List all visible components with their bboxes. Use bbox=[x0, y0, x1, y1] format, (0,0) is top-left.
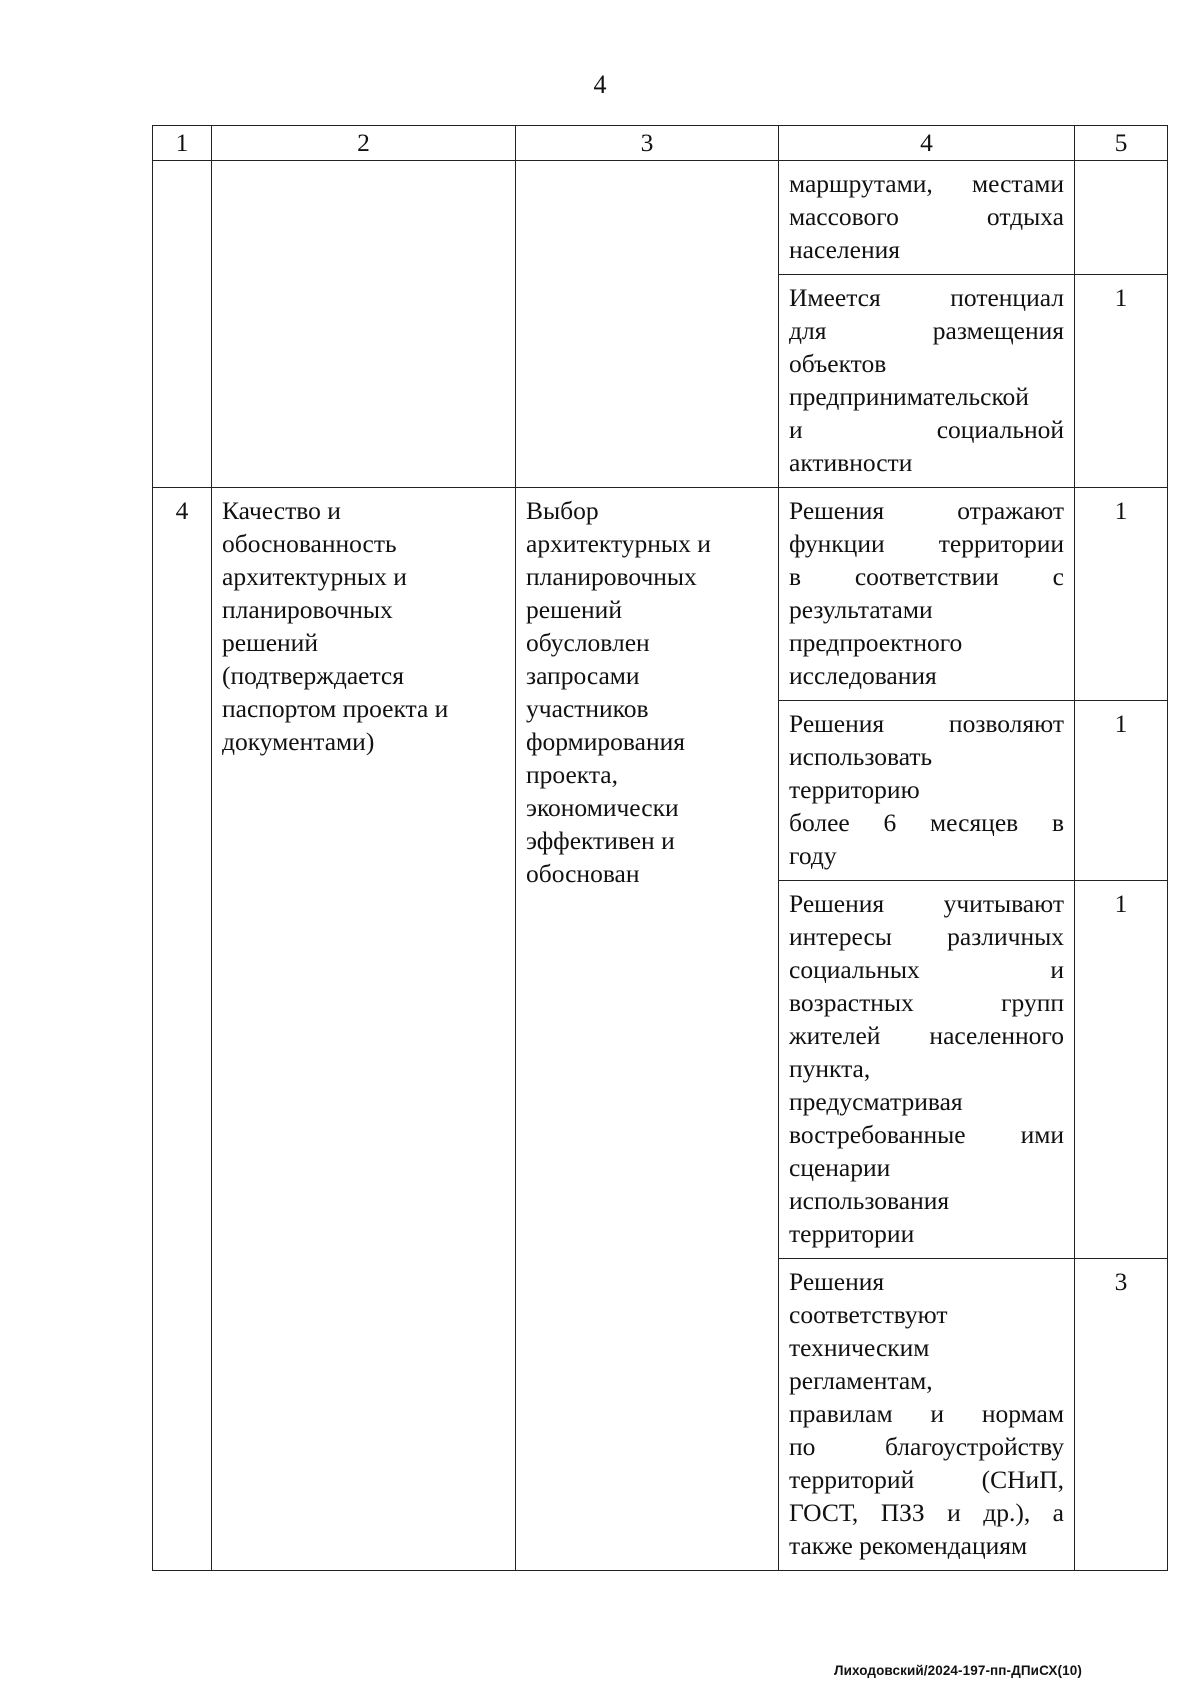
text-line: проекта, bbox=[526, 760, 618, 789]
text-line: территории bbox=[789, 1219, 915, 1248]
text-line: функции территории bbox=[789, 529, 1064, 558]
text-line: запросами bbox=[526, 661, 640, 690]
score-cell: 1 bbox=[1075, 275, 1168, 488]
subcriterion-cell bbox=[779, 881, 1075, 1259]
text-line: эффективен и bbox=[526, 826, 675, 855]
empty-cell-num bbox=[153, 161, 212, 488]
page-number: 4 bbox=[593, 70, 607, 99]
text-line: планировочных bbox=[222, 595, 393, 624]
text-line: соответствуют bbox=[789, 1300, 948, 1329]
text-line: участников bbox=[526, 694, 649, 723]
text-line: Решения bbox=[789, 1267, 885, 1296]
text-line: активности bbox=[789, 448, 913, 477]
subcriterion-cell bbox=[779, 161, 1075, 275]
text-line: предпроектного bbox=[789, 628, 963, 657]
text-line: для размещения bbox=[789, 316, 1064, 345]
subcriterion-cell bbox=[779, 275, 1075, 488]
text-line: также рекомендациям bbox=[789, 1531, 1028, 1560]
text-line: решений bbox=[222, 628, 318, 657]
text-line: маршрутами, местами bbox=[789, 169, 1064, 198]
subcriterion-cell bbox=[779, 701, 1075, 881]
text-line: востребованные ими bbox=[789, 1120, 1064, 1149]
text-line: планировочных bbox=[526, 562, 697, 591]
table-row bbox=[153, 488, 1168, 701]
text-line: решений bbox=[526, 595, 622, 624]
text-line: населения bbox=[789, 235, 900, 264]
text-line: архитектурных и bbox=[222, 562, 407, 591]
score-cell: 1 bbox=[1075, 488, 1168, 701]
text-line: пункта, bbox=[789, 1054, 871, 1083]
text-line: обоснован bbox=[526, 859, 640, 888]
text-line: объектов bbox=[789, 349, 887, 378]
header-cell-4: 4 bbox=[779, 126, 1075, 161]
text-line: интересы различных bbox=[789, 922, 1064, 951]
score-cell: 3 bbox=[1075, 1259, 1168, 1571]
text-line: формирования bbox=[526, 727, 685, 756]
text-line: территорию bbox=[789, 775, 920, 804]
text-line: использовать bbox=[789, 742, 933, 771]
text-line: обусловлен bbox=[526, 628, 650, 657]
text-line: обоснованность bbox=[222, 529, 397, 558]
text-line: ГОСТ, ПЗЗ и др.), а bbox=[789, 1498, 1064, 1527]
empty-cell-description bbox=[516, 161, 779, 488]
criteria-table bbox=[152, 125, 1168, 1571]
text-line: массового отдыха bbox=[789, 202, 1064, 231]
text-line: исследования bbox=[789, 661, 937, 690]
empty-cell-criterion bbox=[212, 161, 516, 488]
text-line: году bbox=[789, 841, 837, 870]
text-line: предусматривая bbox=[789, 1087, 963, 1116]
text-line: использования bbox=[789, 1186, 950, 1215]
document-footer-id: Лиходовский/2024-197-пп-ДПиСХ(10) bbox=[834, 1663, 1082, 1678]
score-cell: 1 bbox=[1075, 701, 1168, 881]
description-cell bbox=[516, 488, 779, 1571]
text-line: сценарии bbox=[789, 1153, 891, 1182]
text-line: Имеется потенциал bbox=[789, 283, 1064, 312]
text-line: Решения позволяют bbox=[789, 709, 1064, 738]
text-line: и социальной bbox=[789, 415, 1064, 444]
text-line: предпринимательской bbox=[789, 382, 1029, 411]
text-line: регламентам, bbox=[789, 1366, 933, 1395]
text-line: территорий (СНиП, bbox=[789, 1465, 1064, 1494]
text-line: Решения учитывают bbox=[789, 889, 1064, 918]
text-line: жителей населенного bbox=[789, 1021, 1064, 1050]
text-line: в соответствии с bbox=[789, 562, 1064, 591]
table-row bbox=[153, 161, 1168, 275]
text-line: социальных и bbox=[789, 955, 1064, 984]
text-line: (подтверждается bbox=[222, 661, 404, 690]
text-line: более 6 месяцев в bbox=[789, 808, 1064, 837]
text-line: документами) bbox=[222, 727, 375, 756]
text-line: результатами bbox=[789, 595, 933, 624]
text-line: правилам и нормам bbox=[789, 1399, 1064, 1428]
subcriterion-cell bbox=[779, 1259, 1075, 1571]
text-line: экономически bbox=[526, 793, 679, 822]
header-cell-1: 1 bbox=[153, 126, 212, 161]
text-line: техническим bbox=[789, 1333, 930, 1362]
subcriterion-cell bbox=[779, 488, 1075, 701]
text-line: Выбор bbox=[526, 496, 599, 525]
text-line: паспортом проекта и bbox=[222, 694, 449, 723]
text-line: возрастных групп bbox=[789, 988, 1064, 1017]
header-cell-2: 2 bbox=[212, 126, 516, 161]
text-line: Качество и bbox=[222, 496, 341, 525]
header-cell-3: 3 bbox=[516, 126, 779, 161]
row-number: 4 bbox=[153, 488, 212, 1571]
score-cell: 1 bbox=[1075, 881, 1168, 1259]
text-line: Решения отражают bbox=[789, 496, 1064, 525]
header-cell-5: 5 bbox=[1075, 126, 1168, 161]
text-line: архитектурных и bbox=[526, 529, 711, 558]
header-row bbox=[153, 126, 1168, 161]
criterion-cell bbox=[212, 488, 516, 1571]
score-cell bbox=[1075, 161, 1168, 275]
text-line: по благоустройству bbox=[789, 1432, 1064, 1461]
